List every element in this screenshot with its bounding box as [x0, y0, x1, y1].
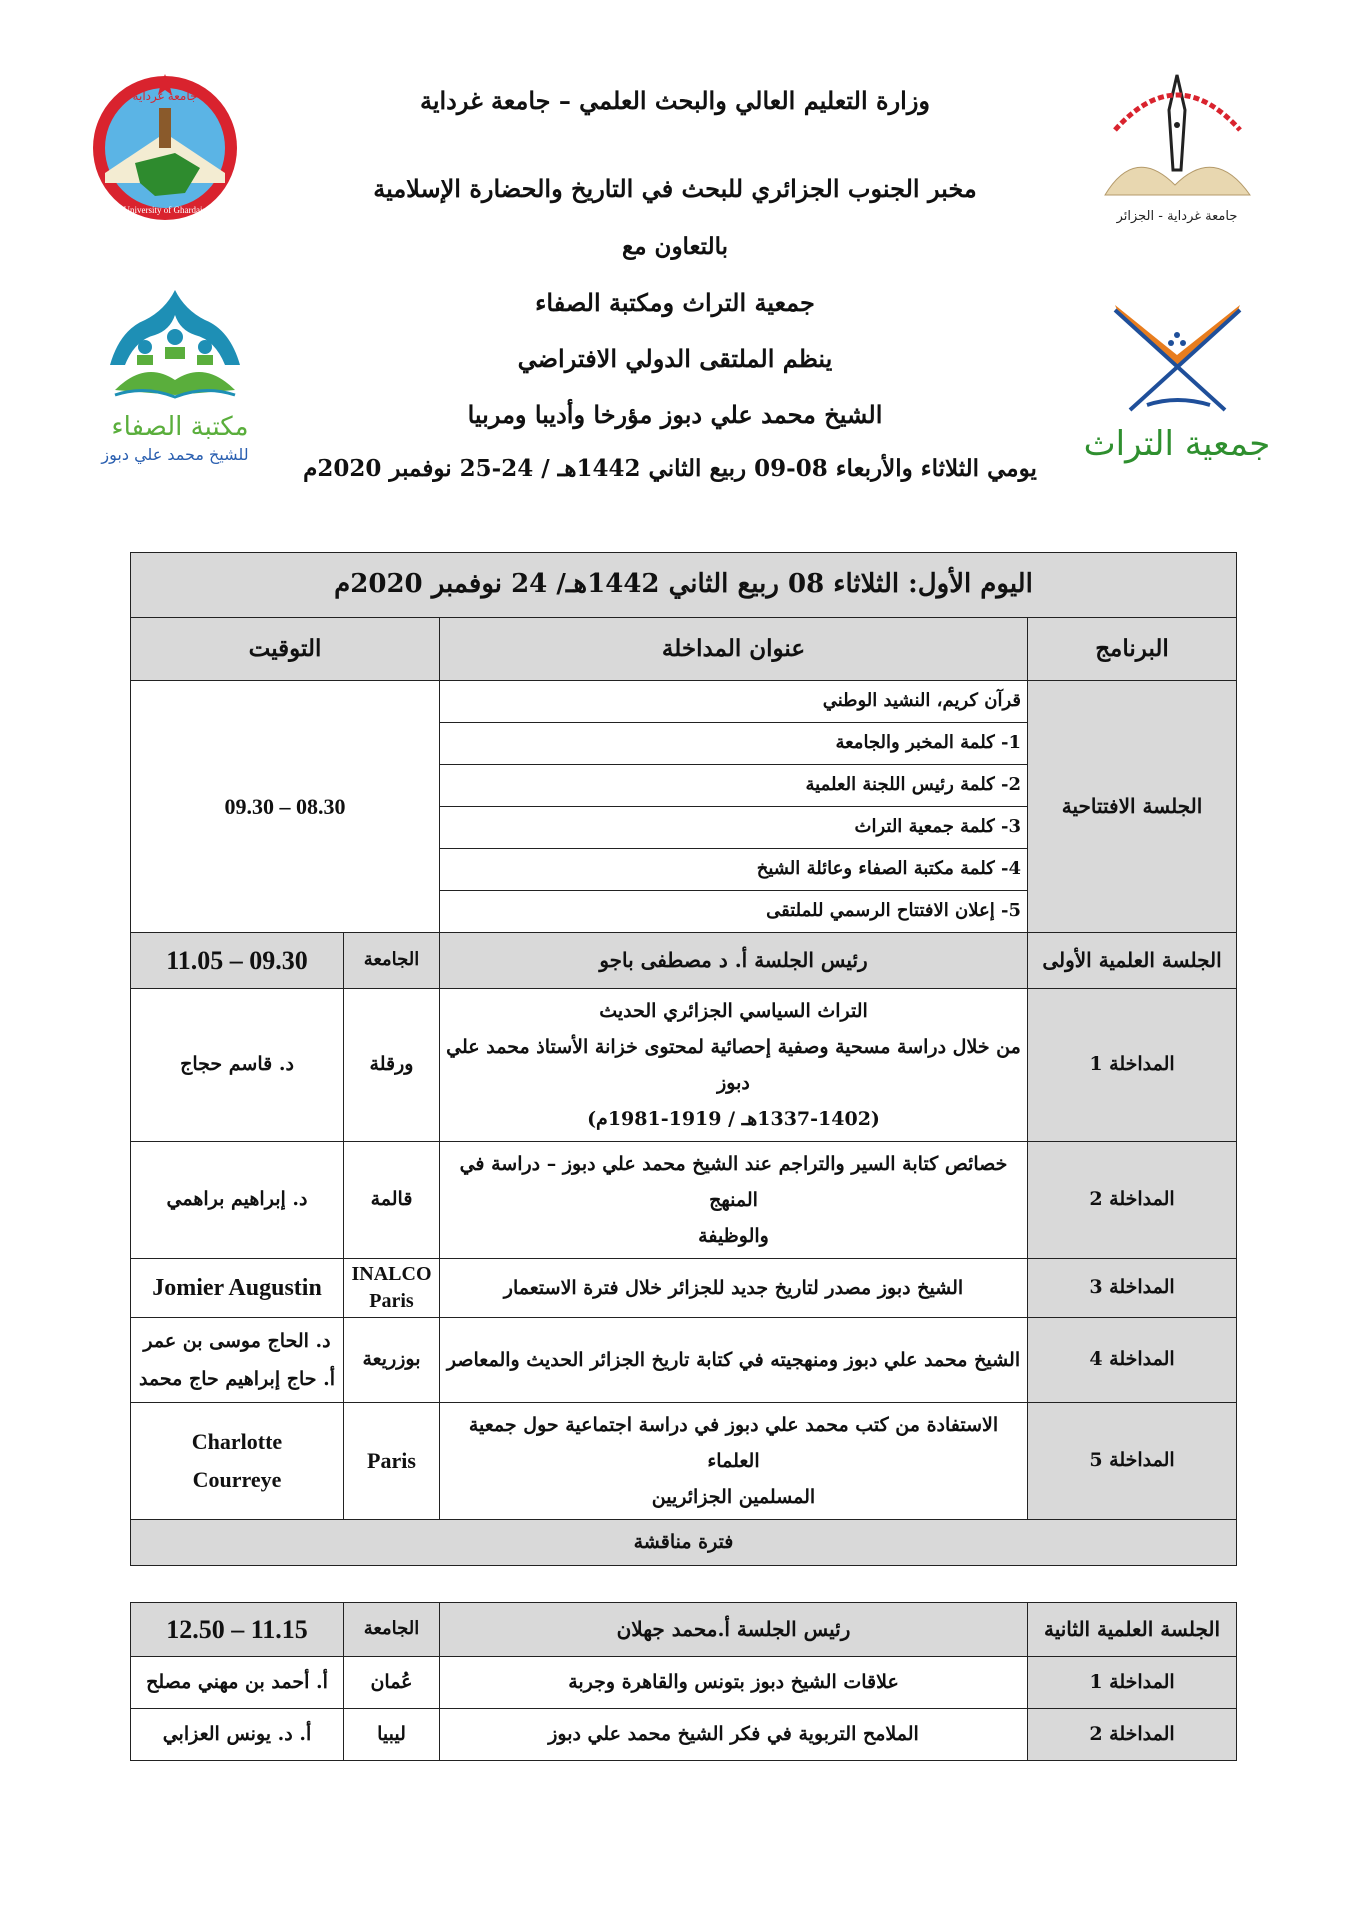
safa-library-logo: [85, 285, 265, 470]
conference-dates: يومي الثلاثاء والأربعاء 08-09 ربيع الثاني 1442هـ / 24-25 نوفمبر 2020م: [303, 455, 1037, 482]
opening-session-label: الجلسة الافتتاحية: [1028, 681, 1237, 933]
talk-label: المداخلة 2: [1028, 1142, 1237, 1259]
talk-title: الشيخ دبوز مصدر لتاريخ جديد للجزائر خلال فترة الاستعمار: [440, 1259, 1028, 1318]
column-header-talk-title: عنوان المداخلة: [440, 618, 1028, 681]
table-row: [131, 1142, 1237, 1259]
svg-text:جمعية التراث: جمعية التراث: [1085, 424, 1270, 464]
column-header-program: البرنامج: [1028, 618, 1237, 681]
lab-name-line: مخبر الجنوب الجزائري للبحث في التاريخ والحضارة الإسلامية: [373, 174, 977, 203]
talk-university: INALCO Paris: [344, 1259, 440, 1318]
opening-item: قرآن كريم، النشيد الوطني: [440, 681, 1028, 723]
session2-label: الجلسة العلمية الثانية: [1028, 1603, 1237, 1657]
talk-university: بوزريعة: [344, 1318, 440, 1403]
session1-chair: رئيس الجلسة أ. د مصطفى باجو: [440, 933, 1028, 989]
talk-title-line: من خلال دراسة مسحية وصفية إحصائية لمحتوى خزانة الأستاذ محمد علي دبوز: [446, 1036, 1021, 1094]
talk-title-line: الاستفادة من كتب محمد علي دبوز في دراسة اجتماعية حول جمعية العلماء: [468, 1414, 999, 1472]
organizes-line: ينظم الملتقى الدولي الافتراضي: [517, 344, 833, 373]
talk-title: [440, 1142, 1028, 1259]
talk-label: المداخلة 1: [1028, 989, 1237, 1142]
talk-title: الملامح التربوية في فكر الشيخ محمد علي دبوز: [440, 1709, 1028, 1761]
talk-title: الشيخ محمد علي دبوز ومنهجيته في كتابة تاريخ الجزائر الحديث والمعاصر: [440, 1318, 1028, 1403]
talk-label: المداخلة 4: [1028, 1318, 1237, 1403]
table-row: [131, 1259, 1237, 1318]
svg-text:جامعة غرداية - الجزائر: جامعة غرداية - الجزائر: [1116, 209, 1238, 224]
talk-title-line: خصائص كتابة السير والتراجم عند الشيخ محمد علي دبوز – دراسة في المنهج: [459, 1153, 1008, 1211]
session2-table: [130, 1602, 1237, 1761]
partners-line: جمعية التراث ومكتبة الصفاء: [535, 288, 815, 317]
talk-label: المداخلة 1: [1028, 1657, 1237, 1709]
opening-row: [131, 681, 1237, 723]
svg-text:University of Ghardaia: University of Ghardaia: [123, 205, 207, 215]
talk-speakers: [131, 1403, 344, 1520]
talk-university: Paris: [344, 1403, 440, 1520]
session2-chair: رئيس الجلسة أ.محمد جهلان: [440, 1603, 1028, 1657]
day1-schedule-table: [130, 552, 1237, 1566]
ministry-university-line: وزارة التعليم العالي والبحث العلمي – جامعة غرداية: [419, 86, 931, 115]
talk-label: المداخلة 3: [1028, 1259, 1237, 1318]
talk-title: علاقات الشيخ دبوز بتونس والقاهرة وجربة: [440, 1657, 1028, 1709]
talk-title-line: التراث السياسي الجزائري الحديث: [599, 1000, 868, 1022]
talk-university: ورقلة: [344, 989, 440, 1142]
session2-university-header: الجامعة: [344, 1603, 440, 1657]
conference-title: الشيخ محمد علي دبوز مؤرخا وأديبا ومربيا: [467, 400, 883, 429]
talk-speaker: أ. أحمد بن مهني مصلح: [131, 1657, 344, 1709]
opening-item: 5- إعلان الافتتاح الرسمي للملتقى: [440, 891, 1028, 933]
table-row: [131, 1318, 1237, 1403]
heritage-association-logo: [1085, 295, 1270, 475]
session1-label: الجلسة العلمية الأولى: [1028, 933, 1237, 989]
talk-label: المداخلة 5: [1028, 1403, 1237, 1520]
lab-logo: [1085, 70, 1270, 230]
talk-speaker: Jomier Augustin: [131, 1259, 344, 1318]
talk-title: [440, 1403, 1028, 1520]
talk-title-line: (1337-1402هـ / 1919-1981م): [587, 1108, 880, 1130]
opening-session-time: 09.30 – 08.30: [131, 681, 440, 933]
table-row: [131, 1657, 1237, 1709]
svg-text:مكتبة الصفاء: مكتبة الصفاء: [111, 412, 249, 442]
table-row: [131, 1403, 1237, 1520]
university-of-ghardaia-logo: [85, 68, 245, 223]
talk-speaker: أ. حاج إبراهيم حاج محمد: [138, 1368, 336, 1390]
session1-university-header: الجامعة: [344, 933, 440, 989]
opening-item: 2- كلمة رئيس اللجنة العلمية: [440, 765, 1028, 807]
opening-item: 3- كلمة جمعية التراث: [440, 807, 1028, 849]
talk-university: قالمة: [344, 1142, 440, 1259]
talk-title-line: المسلمين الجزائريين: [651, 1486, 816, 1508]
session1-time: 11.05 – 09.30: [131, 933, 344, 989]
talk-speakers: [131, 1318, 344, 1403]
talk-university: عُمان: [344, 1657, 440, 1709]
day1-title: اليوم الأول: الثلاثاء 08 ربيع الثاني 1442هـ/ 24 نوفمبر 2020م: [131, 553, 1237, 618]
opening-item: 1- كلمة المخبر والجامعة: [440, 723, 1028, 765]
talk-title-line: والوظيفة: [698, 1225, 769, 1247]
talk-university: ليبيا: [344, 1709, 440, 1761]
svg-text:جامعة غرداية: جامعة غرداية: [132, 89, 198, 103]
svg-text:للشيخ محمد علي دبوز: للشيخ محمد علي دبوز: [101, 445, 249, 464]
session2-time: 12.50 – 11.15: [131, 1603, 344, 1657]
talk-speaker: Charlotte: [191, 1429, 283, 1454]
cooperation-line: بالتعاون مع: [621, 233, 729, 260]
talk-speaker: د. إبراهيم براهمي: [131, 1142, 344, 1259]
schedule-tables: [130, 552, 1236, 1761]
talk-label: المداخلة 2: [1028, 1709, 1237, 1761]
talk-speaker: د. قاسم حجاج: [131, 989, 344, 1142]
table-row: [131, 989, 1237, 1142]
table-row: [131, 1709, 1237, 1761]
opening-item: 4- كلمة مكتبة الصفاء وعائلة الشيخ: [440, 849, 1028, 891]
talk-speaker: د. الحاج موسى بن عمر: [143, 1330, 331, 1352]
talk-speaker: أ. د. يونس العزابي: [131, 1709, 344, 1761]
talk-title: [440, 989, 1028, 1142]
talk-speaker: Courreye: [192, 1467, 282, 1492]
session1-discussion: فترة مناقشة: [131, 1520, 1237, 1566]
column-header-timing: التوقيت: [131, 618, 440, 681]
